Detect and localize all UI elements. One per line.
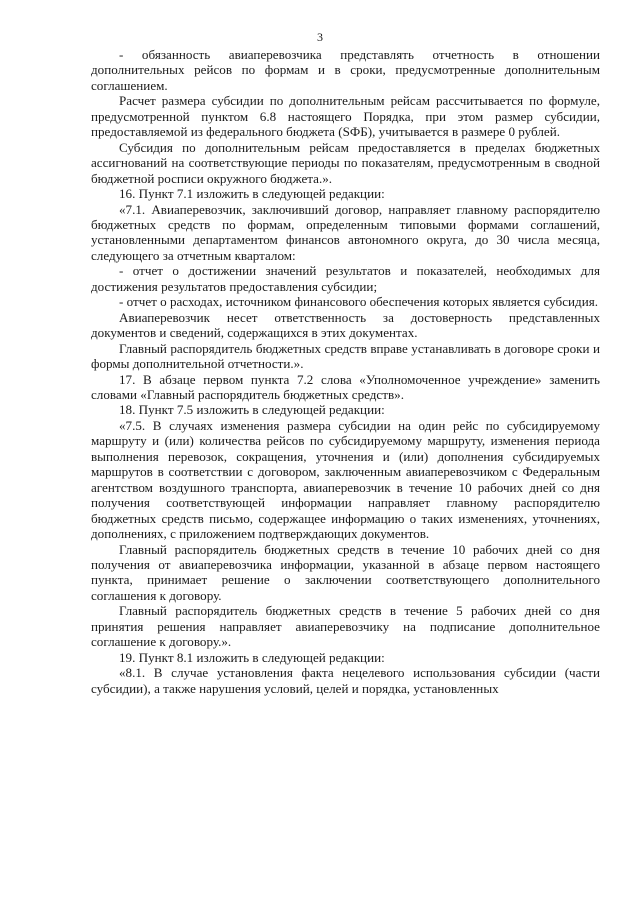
page-number: 3 bbox=[317, 30, 323, 44]
paragraph-item-18: 18. Пункт 7.5 изложить в следующей редакции: bbox=[119, 402, 385, 418]
paragraph-carrier-responsibility: Авиаперевозчик несет ответственность за достоверность представленных документов и сведений, содержащихся в этих документах. bbox=[91, 309, 600, 341]
paragraph-report-expenses: - отчет о расходах, источником финансового обеспечения которых является субсидия. bbox=[119, 294, 599, 310]
paragraph-subsidy-limits: Субсидия по дополнительным рейсам предоставляется в пределах бюджетных ассигнований на соответствующие периоды по показателям, предусмотренным в сводной бюджетной росписи окружного бюджета.». bbox=[91, 139, 600, 186]
paragraph-decision-10-days: Главный распорядитель бюджетных средств в течение 10 рабочих дней со дня получения от авиаперевозчика информации, указанной в абзаце первом настоящего пункта, принимает решение о заключении соответствующего дополнительного соглашения к договору. bbox=[91, 541, 600, 603]
document-body bbox=[91, 47, 600, 696]
paragraph-subsidy-calculation: Расчет размера субсидии по дополнительным рейсам рассчитывается по формуле, предусмотренной пунктом 6.8 настоящего Порядка, при этом размер субсидии, предоставляемой из федерального бюджета (SФБ), учитывается в размере 0 рублей. bbox=[91, 93, 600, 140]
paragraph-additional-reporting: Главный распорядитель бюджетных средств вправе устанавливать в договоре сроки и формы дополнительной отчетности.». bbox=[91, 340, 600, 372]
paragraph-clause-7-1: «7.1. Авиаперевозчик, заключивший договор, направляет главному распорядителю бюджетных средств по формам, определенным типовыми формами соглашений, установленными департаментом финансов автономного округа, до 30 числа месяца, следующего за отчетным кварталом: bbox=[91, 201, 600, 263]
paragraph-agreement-5-days: Главный распорядитель бюджетных средств в течение 5 рабочих дней со дня принятия решения направляет авиаперевозчику на подписание дополнительное соглашение к договору.». bbox=[91, 603, 600, 650]
paragraph-item-16: 16. Пункт 7.1 изложить в следующей редакции: bbox=[119, 186, 385, 202]
paragraph-clause-7-5: «7.5. В случаях изменения размера субсидии на один рейс по субсидируемому маршруту и (или) количества рейсов по субсидируемому маршруту, изменения периода выполнения перевозок, сокращения, уточнения и (или) дополнения субсидируемых маршрутов в соответствии с договором, заключенным авиаперевозчиком с Федеральным агентством воздушного транспорта, авиаперевозчик в течение 10 рабочих дней со дня получения соответствующей информации направляет главному распорядителю бюджетных средств письмо, содержащее информацию о таких изменениях, уточнениях, дополнениях, с приложением подтверждающих документов. bbox=[91, 417, 600, 542]
paragraph-item-19: 19. Пункт 8.1 изложить в следующей редакции: bbox=[119, 649, 385, 665]
paragraph-clause-8-1: «8.1. В случае установления факта нецелевого использования субсидии (части субсидии), а также нарушения условий, целей и порядка, установленных bbox=[91, 665, 600, 696]
paragraph-reporting-obligation: - обязанность авиаперевозчика представлять отчетность в отношении дополнительных рейсов по формам и в сроки, предусмотренные дополнительным соглашением. bbox=[91, 47, 600, 93]
paragraph-item-17: 17. В абзаце первом пункта 7.2 слова «Уполномоченное учреждение» заменить словами «Главный распорядитель бюджетных средств». bbox=[91, 371, 600, 402]
paragraph-report-results: - отчет о достижении значений результатов и показателей, необходимых для достижения результатов предоставления субсидии; bbox=[91, 263, 600, 294]
